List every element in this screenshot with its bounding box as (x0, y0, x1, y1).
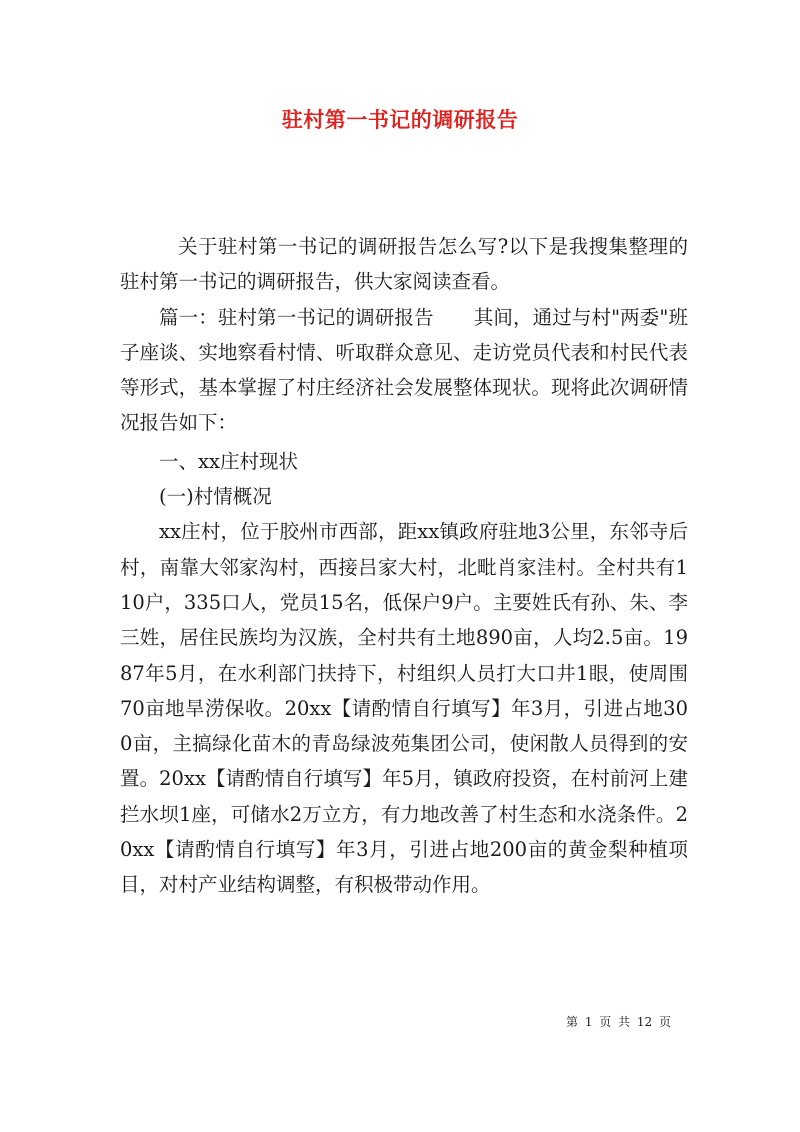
part-text: 其间，通过与村"两委"班子座谈、实地察看村情、听取群众意见、走访党员代表和村民代表等形式，基本掌握了村庄经济社会发展整体现状。现将此次调研情况报告如下： (120, 305, 688, 435)
section-heading: 一、xx庄村现状 (159, 449, 298, 473)
intro-paragraph: 关于驻村第一书记的调研报告怎么写?以下是我搜集整理的驻村第一书记的调研报告，供大家阅读查看。 (120, 235, 688, 294)
document-title: 驻村第一书记的调研报告 (281, 107, 519, 132)
village-overview-paragraph: xx庄村，位于胶州市西部，距xx镇政府驻地3公里，东邻寺后村，南靠大邻家沟村，西接吕家大村，北毗肖家洼村。全村共有110户，335口人，党员15名，低保户9户。主要姓氏有孙、朱、李三姓，居住民族均为汉族，全村共有土地890亩，人均2.5亩。1987年5月，在水利部门扶持下，村组织人员打大口井1眼，使周围70亩地旱涝保收。20xx【请酌情自行填写】年3月，引进占地300亩，主搞绿化苗木的青岛绿波苑集团公司，使闲散人员得到的安置。20xx【请酌情自行填写】年5月，镇政府投资，在村前河上建拦水坝1座，可储水2万立方，有力地改善了村生态和水浇条件。20xx【请酌情自行填写】年3月，引进占地200亩的黄金梨种植项目，对村产业结构调整，有积极带动作用。 (120, 520, 688, 897)
page-number-footer: 第 1 页 共 12 页 (566, 1015, 671, 1029)
part-heading: 篇一：驻村第一书记的调研报告 (159, 305, 434, 329)
subsection-heading: (一)村情概况 (159, 485, 272, 509)
part-one-paragraph (120, 300, 688, 441)
document-body (120, 229, 688, 903)
